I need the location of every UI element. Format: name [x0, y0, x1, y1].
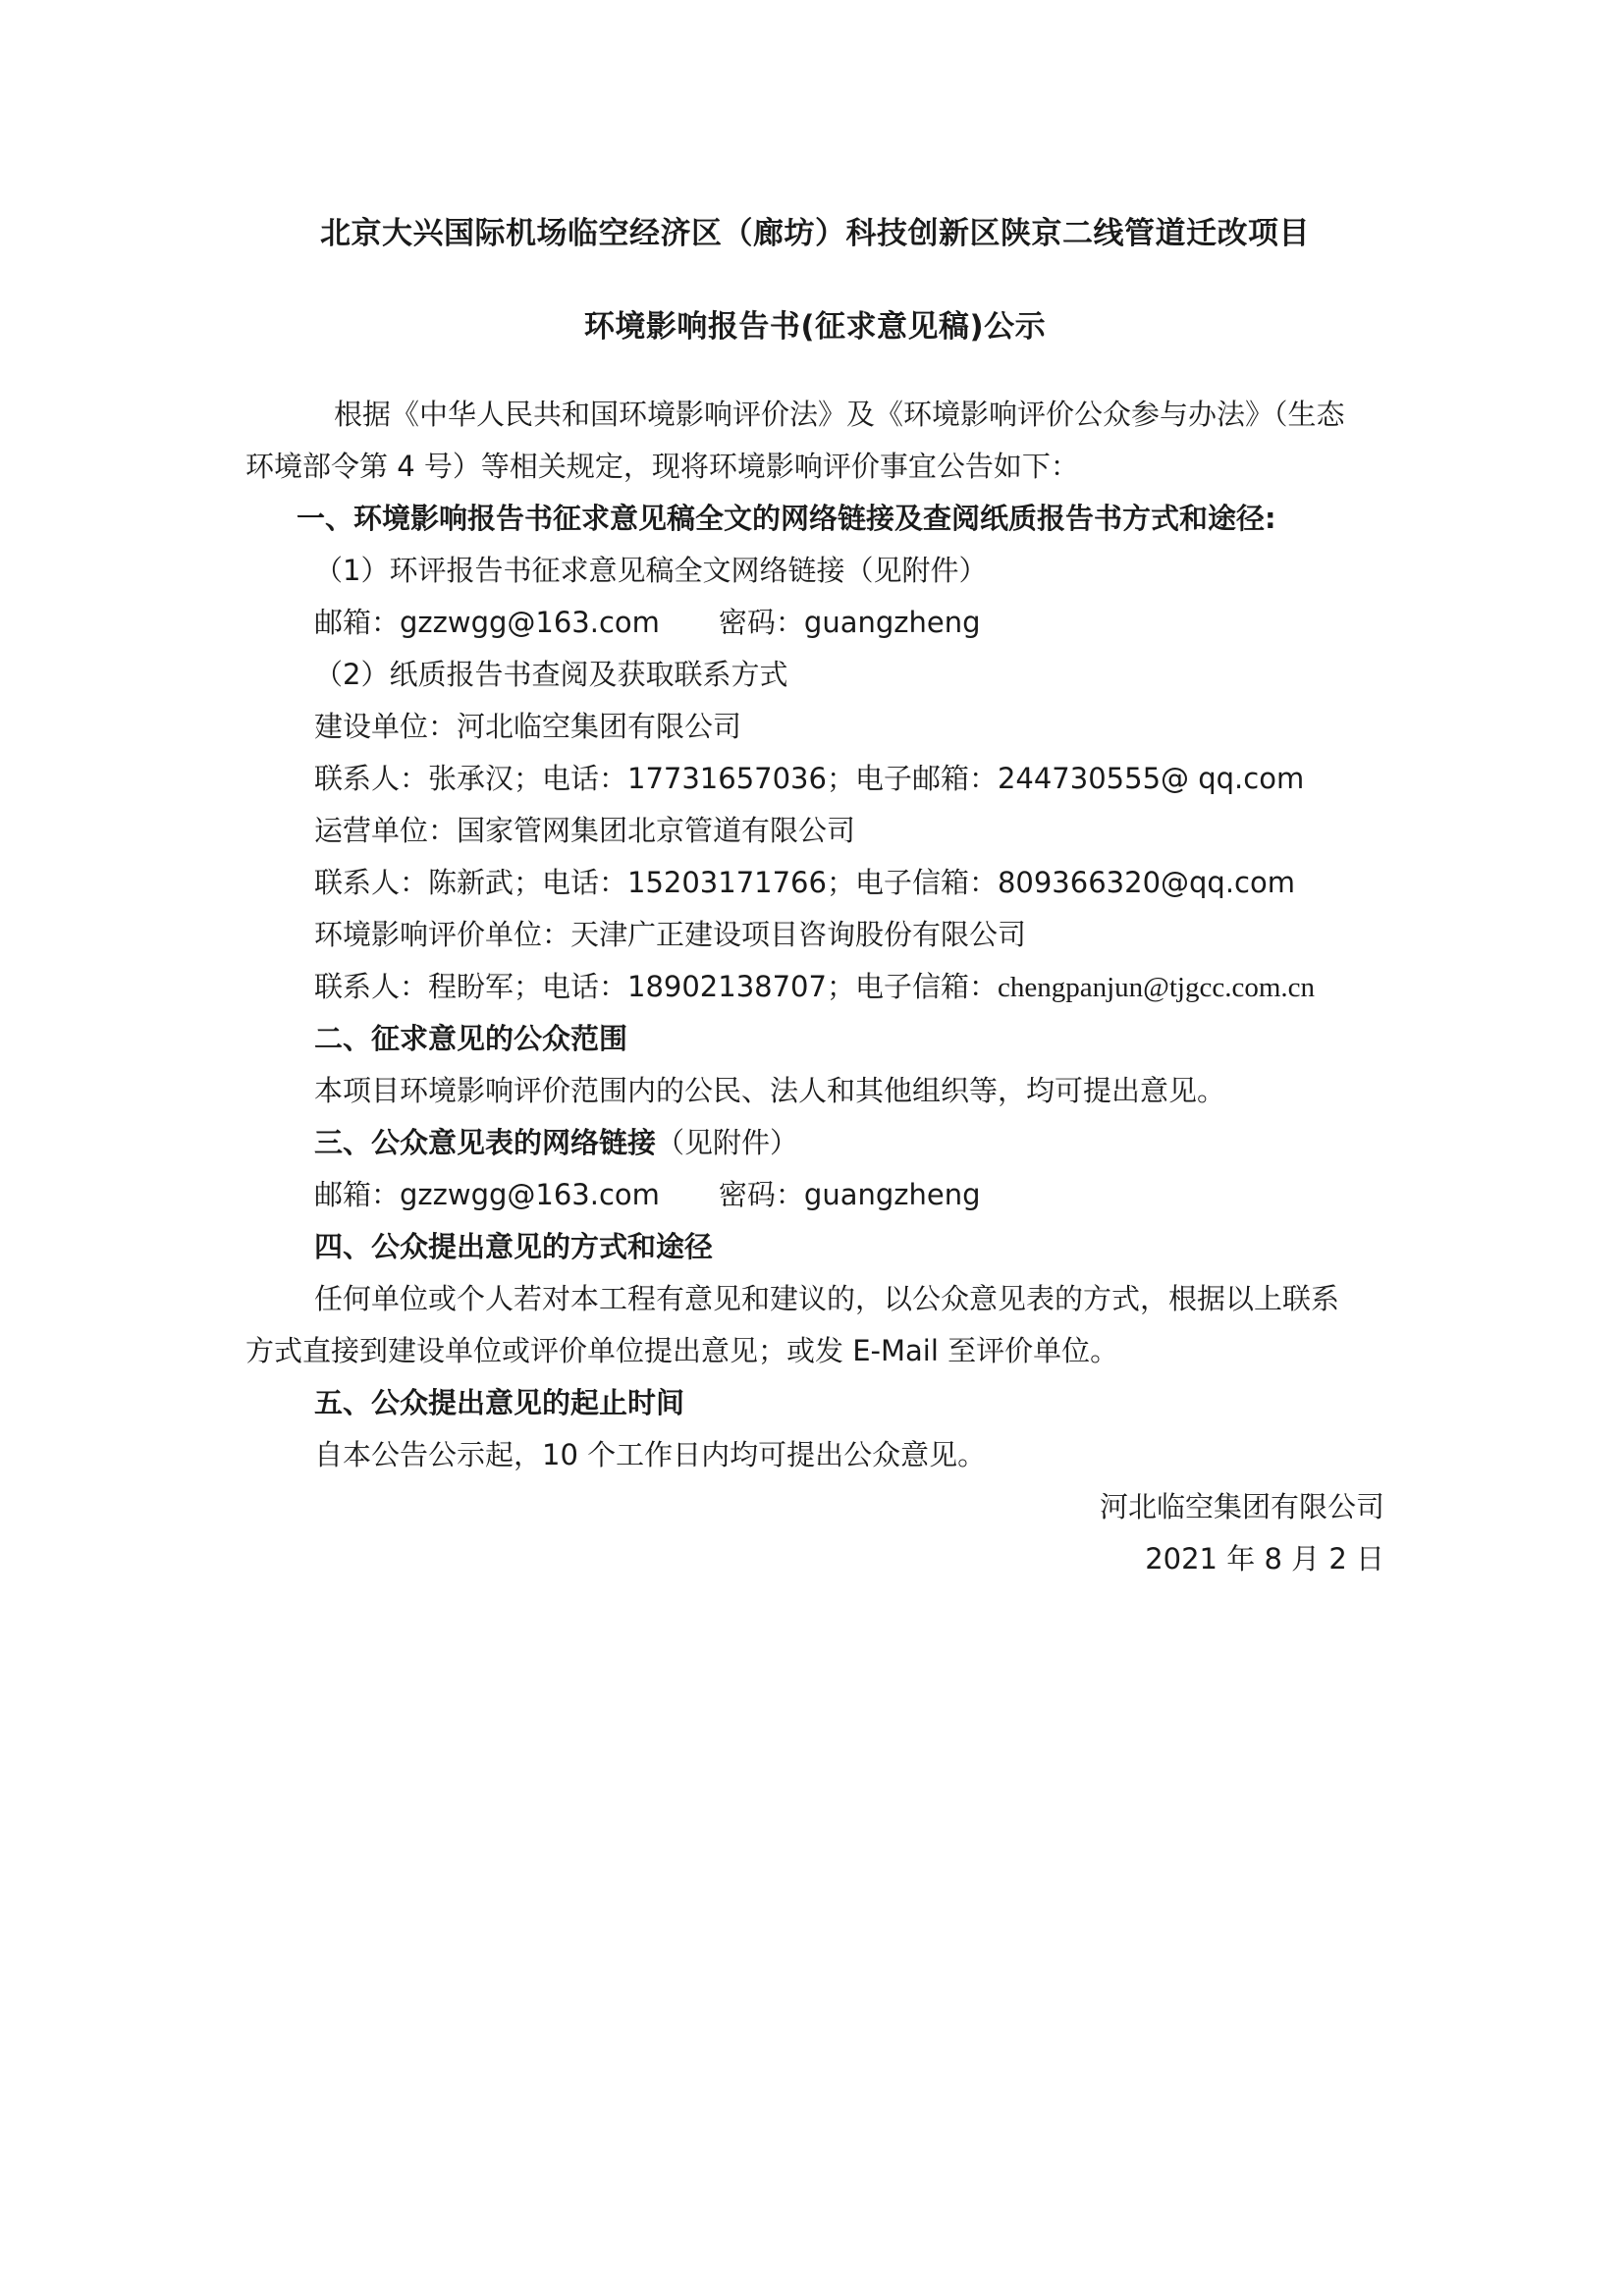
- section3-mailbox: 邮箱：gzzwgg@163.com: [314, 1178, 660, 1211]
- document-title-line1: 北京大兴国际机场临空经济区（廊坊）科技创新区陕京二线管道迁改项目: [320, 216, 1310, 251]
- evaluator-contact-prefix: 联系人：程盼军；电话：18902138707；电子信箱：: [314, 970, 998, 1003]
- section2-body: 本项目环境影响评价范围内的公民、法人和其他组织等，均可提出意见。: [314, 1074, 1226, 1107]
- section3-heading-bold: 三、公众意见表的网络链接: [314, 1126, 657, 1159]
- section5-heading: 五、公众提出意见的起止时间: [314, 1386, 685, 1419]
- intro-line2: 环境部令第 4 号）等相关规定，现将环境影响评价事宜公告如下：: [245, 450, 1079, 483]
- builder-contact: 联系人：张承汉；电话：17731657036；电子邮箱：244730555@ qq.com: [314, 762, 1305, 795]
- section1-password: 密码：guangzheng: [718, 606, 981, 639]
- evaluator-unit: 环境影响评价单位：天津广正建设项目咨询股份有限公司: [314, 918, 1027, 951]
- document-title-line2: 环境影响报告书(征求意见稿)公示: [583, 309, 1047, 345]
- operator-contact: 联系人：陈新武；电话：15203171766；电子信箱：809366320@qq.com: [314, 866, 1295, 899]
- section2-heading: 二、征求意见的公众范围: [314, 1022, 628, 1055]
- section3-heading-rest: （见附件）: [656, 1126, 799, 1159]
- section4-body-line1: 任何单位或个人若对本工程有意见和建议的，以公众意见表的方式，根据以上联系: [314, 1282, 1340, 1315]
- signature-date: 2021 年 8 月 2 日: [1145, 1542, 1384, 1575]
- section5-body: 自本公告公示起，10 个工作日内均可提出公众意见。: [314, 1438, 987, 1471]
- section3-password: 密码：guangzheng: [718, 1178, 981, 1211]
- intro-line1: 根据《中华人民共和国环境影响评价法》及《环境影响评价公众参与办法》（生态: [334, 398, 1345, 431]
- evaluator-email: chengpanjun@tjgcc.com.cn: [997, 972, 1316, 1003]
- operator-unit: 运营单位：国家管网集团北京管道有限公司: [314, 814, 856, 847]
- evaluator-contact: [314, 969, 1315, 1005]
- section3-heading: [314, 1125, 798, 1160]
- section1-credentials: [314, 605, 981, 640]
- section1-item2: （2）纸质报告书查阅及获取联系方式: [314, 658, 788, 691]
- section4-heading: 四、公众提出意见的方式和途径: [314, 1230, 714, 1263]
- section3-credentials: [314, 1177, 981, 1212]
- section4-body-line2: 方式直接到建设单位或评价单位提出意见；或发 E-Mail 至评价单位。: [245, 1334, 1119, 1367]
- signature-org: 河北临空集团有限公司: [1099, 1490, 1384, 1523]
- section1-mailbox: 邮箱：gzzwgg@163.com: [314, 606, 660, 639]
- section1-item1: （1）环评报告书征求意见稿全文网络链接（见附件）: [314, 554, 988, 587]
- builder-unit: 建设单位：河北临空集团有限公司: [314, 710, 742, 743]
- section1-heading: 一、环境影响报告书征求意见稿全文的网络链接及查阅纸质报告书方式和途径:: [297, 502, 1276, 535]
